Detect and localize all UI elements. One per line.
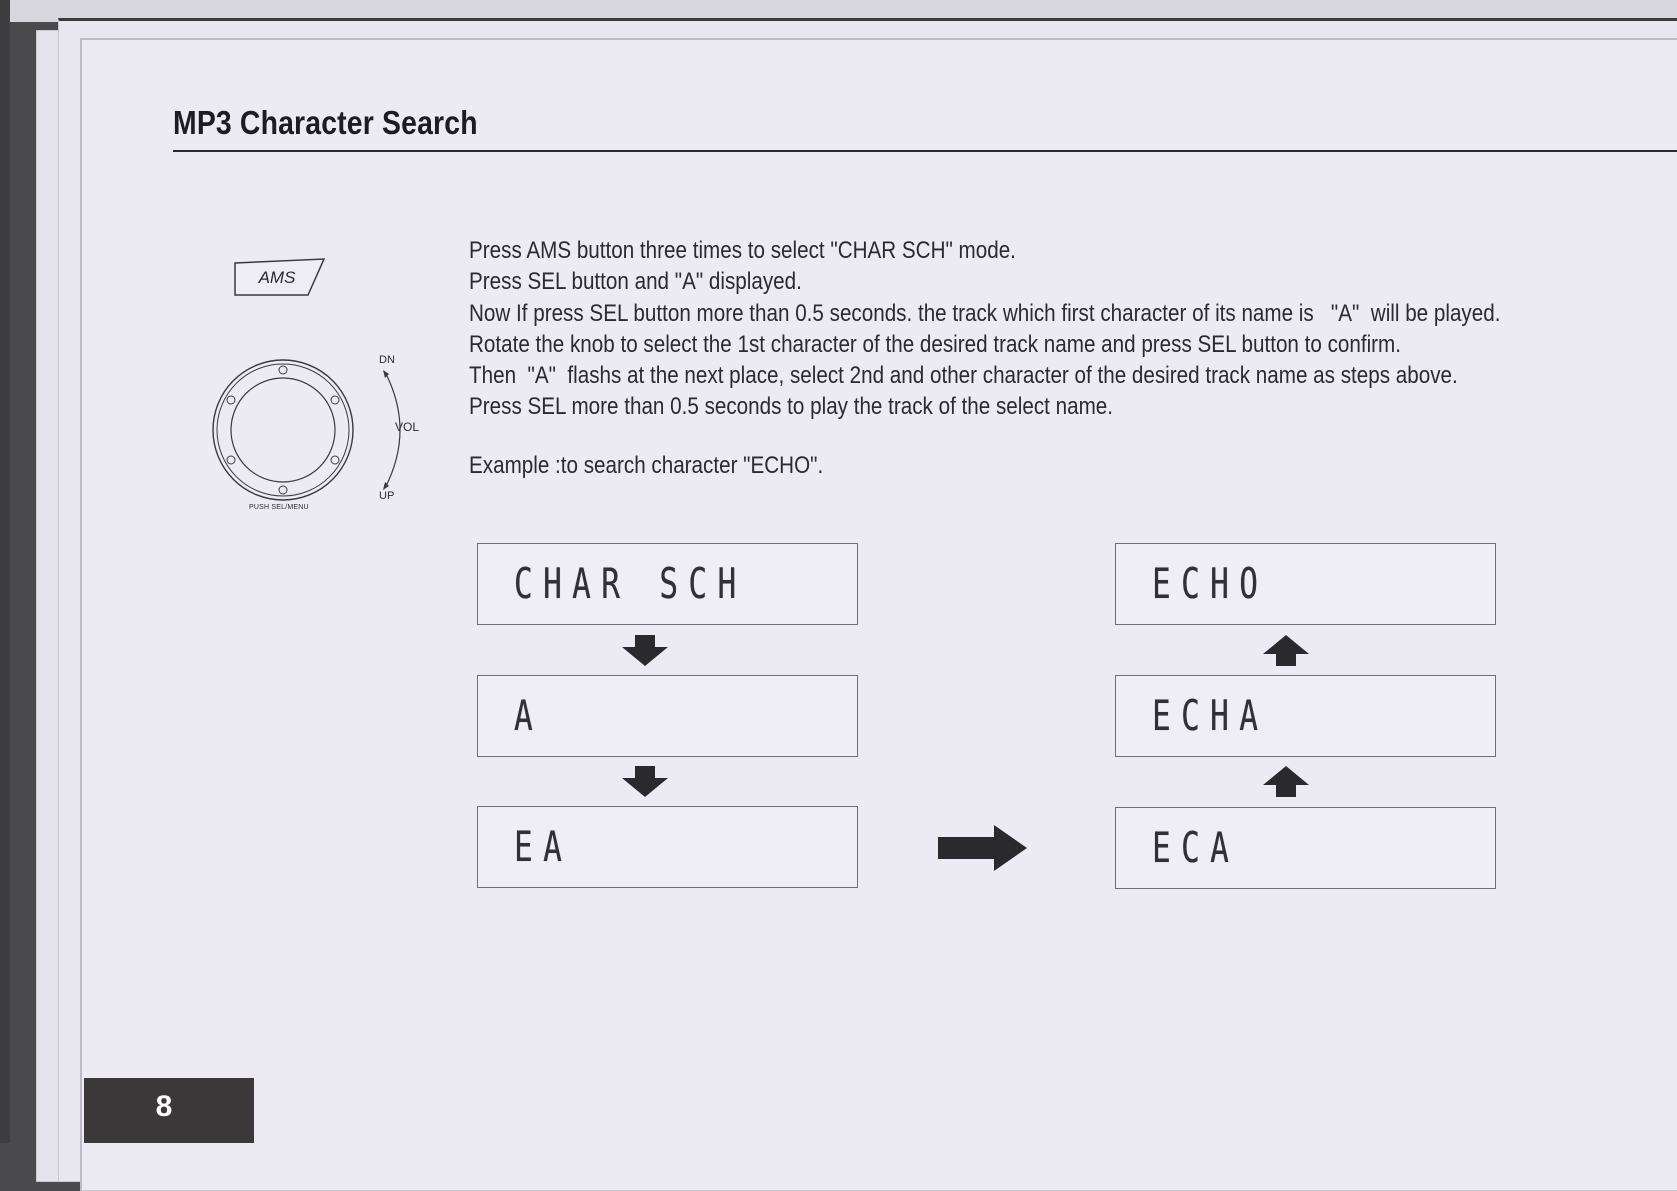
page-number-tab [84, 1078, 254, 1143]
instruction-line: Press AMS button three times to select "CHAR SCH" mode. [469, 237, 1016, 264]
arrow-up-icon [1262, 766, 1310, 798]
lcd-display-step-5 [1115, 675, 1496, 757]
ams-button-label: AMS [258, 268, 296, 287]
lcd-text: A [514, 691, 544, 740]
example-text: Example :to search character "ECHO". [469, 452, 824, 479]
instruction-line: Rotate the knob to select the 1st character of the desired track name and press SEL button to confirm. [469, 330, 1401, 358]
instruction-text [469, 235, 1501, 423]
lcd-text: EA [514, 822, 573, 871]
page-number: 8 [155, 1090, 173, 1123]
knob-push-label: PUSH SEL/MENU [249, 504, 309, 511]
lcd-display-step-3 [477, 806, 858, 888]
lcd-display-step-1 [477, 543, 858, 625]
instruction-line: Now If press SEL button more than 0.5 seconds. the track which first character of its name is "A" will be played. [469, 299, 1501, 327]
lcd-display-step-2 [477, 675, 858, 757]
arrow-down-icon [621, 766, 669, 798]
page-title: MP3 Character Search [173, 104, 478, 141]
title-divider [173, 150, 1677, 152]
volume-knob-illustration [205, 348, 445, 520]
lcd-text: ECHO [1152, 559, 1269, 608]
instruction-line: Press SEL button and "A" displayed. [469, 268, 802, 296]
arrow-right-icon [938, 825, 1028, 871]
lcd-text: CHAR SCH [514, 559, 747, 608]
knob-down-label: DN [379, 354, 395, 366]
ams-button-illustration [234, 258, 326, 296]
lcd-display-step-6 [1115, 543, 1496, 625]
lcd-text: ECHA [1152, 691, 1269, 740]
arrow-up-icon [1262, 635, 1310, 667]
rotary-knob-icon [205, 348, 445, 520]
instruction-line: Then "A" flashs at the next place, select 2nd and other character of the desired track name as steps above. [469, 362, 1458, 390]
knob-up-label: UP [379, 490, 395, 502]
lcd-text: ECA [1152, 823, 1240, 872]
knob-volume-label: VOL [395, 420, 420, 434]
instruction-line: Press SEL more than 0.5 seconds to play the track of the select name. [469, 393, 1114, 421]
lcd-display-step-4 [1115, 807, 1496, 889]
arrow-down-icon [621, 635, 669, 667]
scan-left-edge [0, 0, 10, 1143]
